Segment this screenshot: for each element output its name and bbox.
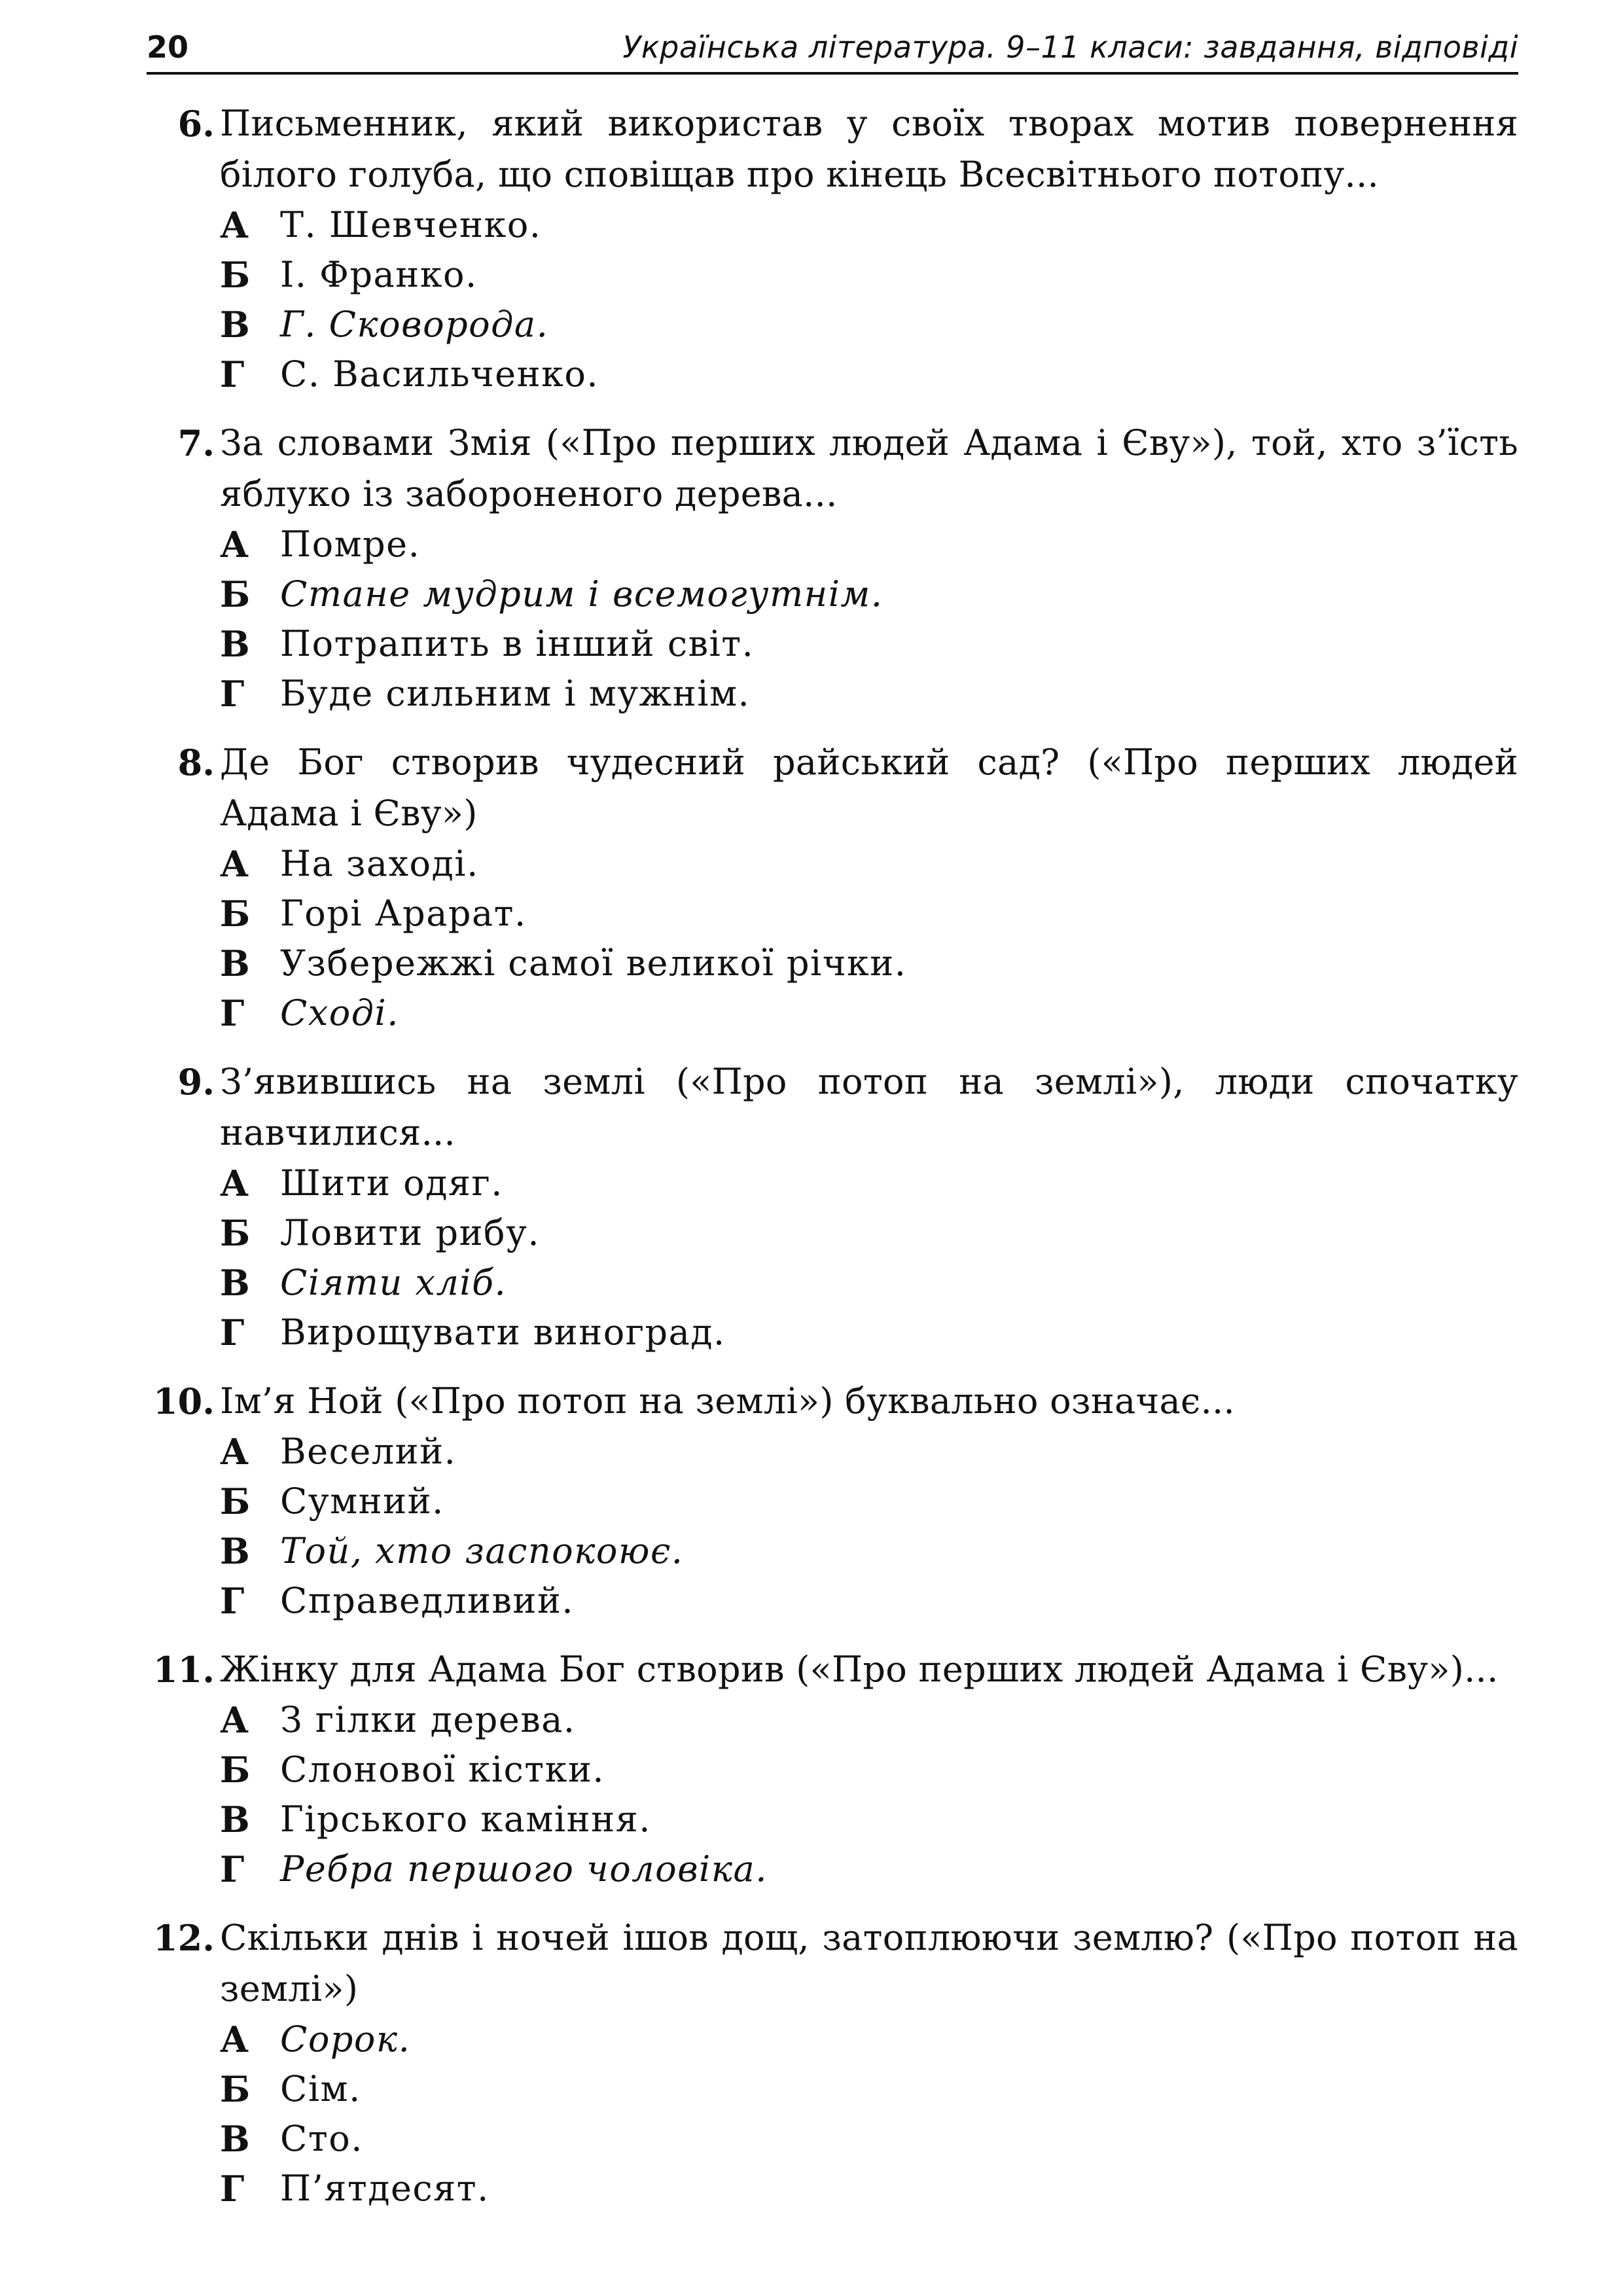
answer-option bbox=[220, 250, 1518, 300]
answer-option-correct bbox=[220, 1526, 1518, 1576]
option-letter: Г bbox=[220, 1312, 245, 1354]
answer-option-correct bbox=[220, 1258, 1518, 1308]
answer-option bbox=[220, 1427, 1518, 1477]
option-letter: Б bbox=[220, 1212, 251, 1254]
option-text: Потрапить в інший світ. bbox=[280, 623, 755, 664]
answer-option-correct bbox=[220, 988, 1518, 1038]
answer-options bbox=[220, 1158, 1518, 1357]
question-number: 9. bbox=[177, 1061, 215, 1103]
question-text: Жінку для Адама Бог створив («Про перших людей Адама і Єву»)... bbox=[220, 1649, 1499, 1690]
option-letter: В bbox=[220, 942, 251, 984]
answer-option-correct bbox=[220, 1844, 1518, 1894]
option-text: Стане мудрим і всемогутнім. bbox=[280, 573, 883, 615]
option-text: Гірського каміння. bbox=[280, 1799, 651, 1840]
option-letter: А bbox=[220, 524, 250, 565]
running-title: Українська література. 9–11 класи: завдання, відповіді bbox=[622, 29, 1518, 65]
option-text: Сході. bbox=[280, 992, 399, 1033]
answer-options bbox=[220, 200, 1518, 399]
option-letter: Б bbox=[220, 1749, 251, 1791]
option-text: Сумний. bbox=[280, 1480, 444, 1522]
option-letter: Б bbox=[220, 254, 251, 296]
answer-option bbox=[220, 520, 1518, 569]
answer-option-correct bbox=[220, 300, 1518, 350]
option-letter: В bbox=[220, 623, 251, 665]
option-text: П’ятдесят. bbox=[280, 2168, 490, 2209]
page-header bbox=[147, 24, 1518, 71]
option-text: Сорок. bbox=[280, 2018, 411, 2060]
answer-option bbox=[220, 1208, 1518, 1258]
option-letter: Г bbox=[220, 673, 245, 715]
option-letter: В bbox=[220, 1799, 251, 1840]
question-text: Ім’я Ной («Про потоп на землі») буквально означає... bbox=[220, 1380, 1235, 1422]
answer-option bbox=[220, 200, 1518, 250]
answer-option bbox=[220, 1795, 1518, 1844]
answer-options bbox=[220, 1695, 1518, 1894]
option-text: Слонової кістки. bbox=[280, 1749, 605, 1790]
option-text: Буде сильним і мужнім. bbox=[280, 673, 751, 714]
option-letter: А bbox=[220, 1699, 250, 1741]
option-letter: Б bbox=[220, 2068, 251, 2110]
answer-option bbox=[220, 669, 1518, 719]
option-letter: А bbox=[220, 1162, 250, 1204]
option-letter: А bbox=[220, 204, 250, 246]
option-letter: Г bbox=[220, 2168, 245, 2210]
answer-options bbox=[220, 1427, 1518, 1626]
option-text: Сім. bbox=[280, 2068, 361, 2109]
option-letter: А bbox=[220, 843, 250, 885]
option-text: Той, хто заспокоює. bbox=[280, 1530, 684, 1571]
answer-option bbox=[220, 2114, 1518, 2164]
option-text: Т. Шевченко. bbox=[280, 204, 542, 245]
question-9 bbox=[147, 1056, 1518, 1357]
option-text: Веселий. bbox=[280, 1431, 457, 1472]
question-10 bbox=[147, 1376, 1518, 1626]
option-letter: Г bbox=[220, 1848, 245, 1890]
answer-option bbox=[220, 1695, 1518, 1745]
option-text: Узбережжі самої великої річки. bbox=[280, 942, 907, 984]
question-12 bbox=[147, 1912, 1518, 2214]
answer-option bbox=[220, 1308, 1518, 1357]
option-letter: Б bbox=[220, 573, 251, 615]
answer-option bbox=[220, 2164, 1518, 2214]
question-11 bbox=[147, 1644, 1518, 1894]
option-text: Шити одяг. bbox=[280, 1162, 503, 1204]
question-text: За словами Змія («Про перших людей Адама і Єву»), той, хто з’їсть яблуко із забороненого дерева... bbox=[220, 422, 1518, 514]
option-text: Сто. bbox=[280, 2118, 363, 2159]
answer-option bbox=[220, 350, 1518, 399]
option-text: Г. Сковорода. bbox=[280, 304, 549, 345]
question-8 bbox=[147, 737, 1518, 1038]
question-text: Письменник, який використав у своїх творах мотив повернення білого голуба, що сповіщав про кінець Всесвітнього потопу... bbox=[220, 103, 1518, 195]
answer-option bbox=[220, 1576, 1518, 1626]
option-letter: Г bbox=[220, 353, 245, 395]
option-text: Справедливий. bbox=[280, 1580, 575, 1621]
option-text: С. Васильченко. bbox=[280, 353, 599, 395]
question-number: 11. bbox=[153, 1649, 215, 1691]
question-text: З’явившись на землі («Про потоп на землі»), люди спочатку навчилися... bbox=[220, 1061, 1518, 1153]
option-letter: В bbox=[220, 2118, 251, 2160]
option-text: Ребра першого чоловіка. bbox=[280, 1848, 768, 1890]
question-number: 12. bbox=[153, 1917, 215, 1959]
answer-options bbox=[220, 2015, 1518, 2214]
header-divider bbox=[147, 72, 1518, 75]
question-list bbox=[147, 98, 1518, 2232]
option-letter: А bbox=[220, 2018, 250, 2060]
question-text: Скільки днів і ночей ішов дощ, затоплюючи землю? («Про потоп на землі») bbox=[220, 1917, 1518, 2009]
answer-option bbox=[220, 1477, 1518, 1526]
answer-options bbox=[220, 520, 1518, 719]
answer-option bbox=[220, 889, 1518, 939]
option-text: Сіяти хліб. bbox=[280, 1262, 507, 1303]
answer-option bbox=[220, 2064, 1518, 2114]
answer-option bbox=[220, 839, 1518, 889]
answer-options bbox=[220, 839, 1518, 1038]
option-letter: Б bbox=[220, 1480, 251, 1522]
question-number: 6. bbox=[177, 103, 215, 145]
answer-option bbox=[220, 1158, 1518, 1208]
option-text: Ловити рибу. bbox=[280, 1212, 541, 1253]
answer-option bbox=[220, 619, 1518, 669]
question-number: 8. bbox=[177, 742, 215, 783]
option-letter: Б bbox=[220, 893, 251, 935]
answer-option bbox=[220, 939, 1518, 988]
page-number: 20 bbox=[147, 29, 189, 65]
option-text: І. Франко. bbox=[280, 254, 478, 295]
option-text: На заході. bbox=[280, 843, 479, 884]
option-letter: Г bbox=[220, 992, 245, 1034]
option-text: Помре. bbox=[280, 524, 421, 565]
question-number: 10. bbox=[153, 1380, 215, 1422]
option-letter: В bbox=[220, 304, 251, 346]
option-text: Вирощувати виноград. bbox=[280, 1312, 726, 1353]
answer-option-correct bbox=[220, 569, 1518, 619]
option-letter: Г bbox=[220, 1580, 245, 1622]
answer-option-correct bbox=[220, 2015, 1518, 2064]
question-7 bbox=[147, 418, 1518, 719]
answer-option bbox=[220, 1745, 1518, 1795]
question-text: Де Бог створив чудесний райський сад? («Про перших людей Адама і Єву») bbox=[220, 742, 1518, 834]
option-letter: В bbox=[220, 1262, 251, 1304]
option-letter: А bbox=[220, 1431, 250, 1473]
option-letter: В bbox=[220, 1530, 251, 1572]
question-6 bbox=[147, 98, 1518, 399]
question-number: 7. bbox=[177, 422, 215, 464]
option-text: З гілки дерева. bbox=[280, 1699, 576, 1740]
option-text: Горі Арарат. bbox=[280, 893, 527, 934]
